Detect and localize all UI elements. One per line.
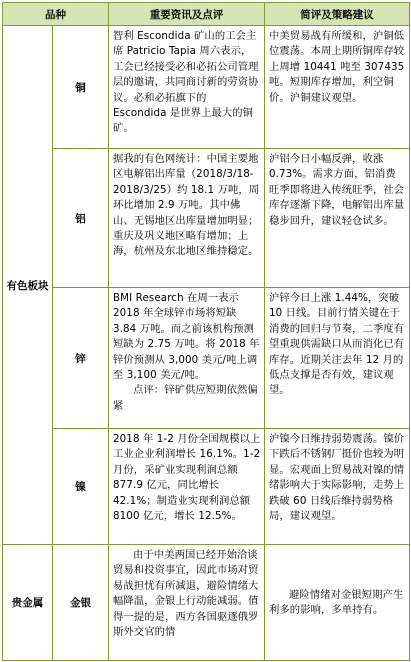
advice-copper: 中美贸易战有所缓和，沪铜低位震荡。本周上期所铜库存较上周增 10441 吨至 307435 吨。短期库存增加，利空铜价。沪铜建议观望。 — [265, 26, 410, 149]
news-zinc-comment: 点评：锌矿供应短期依然偏紧 — [113, 384, 258, 412]
commodity-aluminum: 铝 — [53, 149, 109, 288]
category-precious-metals: 贵金属 — [3, 545, 53, 661]
news-gold-silver: 由于中美两国已经开始洽谈贸易和投资事宜，因此市场对贸易战担忧有所减退，避险情绪大幅降温，金银上行动能减弱。值得一提的是，西方各国驱逐俄罗斯外交官的情 — [109, 545, 265, 661]
header-row — [3, 3, 410, 26]
advice-nickel: 沪镍今日维持弱势震荡。镍价下跌后不锈钢厂挺价也较为明显。宏观面上贸易战对镍的情绪影响大于实际影响，走势上跌破 60 日线后维持弱势格局，建议观望。 — [265, 429, 410, 545]
news-zinc-text: BMI Research 在周一表示 2018 年全球锌市场将短缺 3.84 万吨。而之前该机构预测短缺为 2.75 万吨。将 2018 年锌价预测从 3,000 美元/吨上调至 3,100 美元/吨。 — [113, 292, 260, 382]
table-row — [3, 149, 410, 288]
commodity-table — [2, 2, 410, 661]
commodity-gold-silver: 金银 — [53, 545, 109, 661]
category-nonferrous: 有色板块 — [3, 26, 53, 545]
table-row — [3, 288, 410, 429]
table-row — [3, 26, 410, 149]
commodity-nickel: 镍 — [53, 429, 109, 545]
news-nickel: 2018 年 1-2 月份全国规模以上工业企业利润增长 16.1%。1-2 月份，采矿业实现利润总额 877.9 亿元，同比增长 42.1%；制造业实现利润总额 8100 亿元，增长 12.5%。 — [109, 429, 265, 545]
news-aluminum: 据我的有色网统计：中国主要地区电解铝出库量（2018/3/18-2018/3/25）约 18.1 万吨，周环比增加 2.9 万吨。其中佛山、无锡地区出库量增加明显；重庆及巩义地区略有增加；上海，杭州及东北地区维持稳定。 — [109, 149, 265, 288]
advice-zinc: 沪锌今日上涨 1.44%，突破 10 日线。目前行情关键在于消费的回归与节奏，二季度有望重现供需缺口从而消化已有库存。近期关注去年 12 月的低点支撑是否有效，建议观望。 — [265, 288, 410, 429]
commodity-copper: 铜 — [53, 26, 109, 149]
table-row — [3, 429, 410, 545]
advice-gold-silver: 避险情绪对金银短期产生利多的影响，多单持有。 — [265, 545, 410, 661]
header-news: 重要资讯及点评 — [109, 3, 265, 26]
commodity-zinc: 锌 — [53, 288, 109, 429]
news-zinc — [109, 288, 265, 429]
advice-aluminum: 沪铝今日小幅反弹，收涨 0.73%。需求方面，铝消费旺季即将进入传统旺季，社会库存逐渐下降，电解铝出库量稳步回升，建议轻仓试多。 — [265, 149, 410, 288]
header-category: 品种 — [3, 3, 109, 26]
news-copper: 智利 Escondida 矿山的工会主席 Patricio Tapia 周六表示，工会已经接受必和必拓公司管理层的邀请，共同商讨新的劳资协议。必和必拓旗下的 Escondida 是世界上最大的铜矿。 — [109, 26, 265, 149]
table-row — [3, 545, 410, 661]
header-advice: 简评及策略建议 — [265, 3, 410, 26]
